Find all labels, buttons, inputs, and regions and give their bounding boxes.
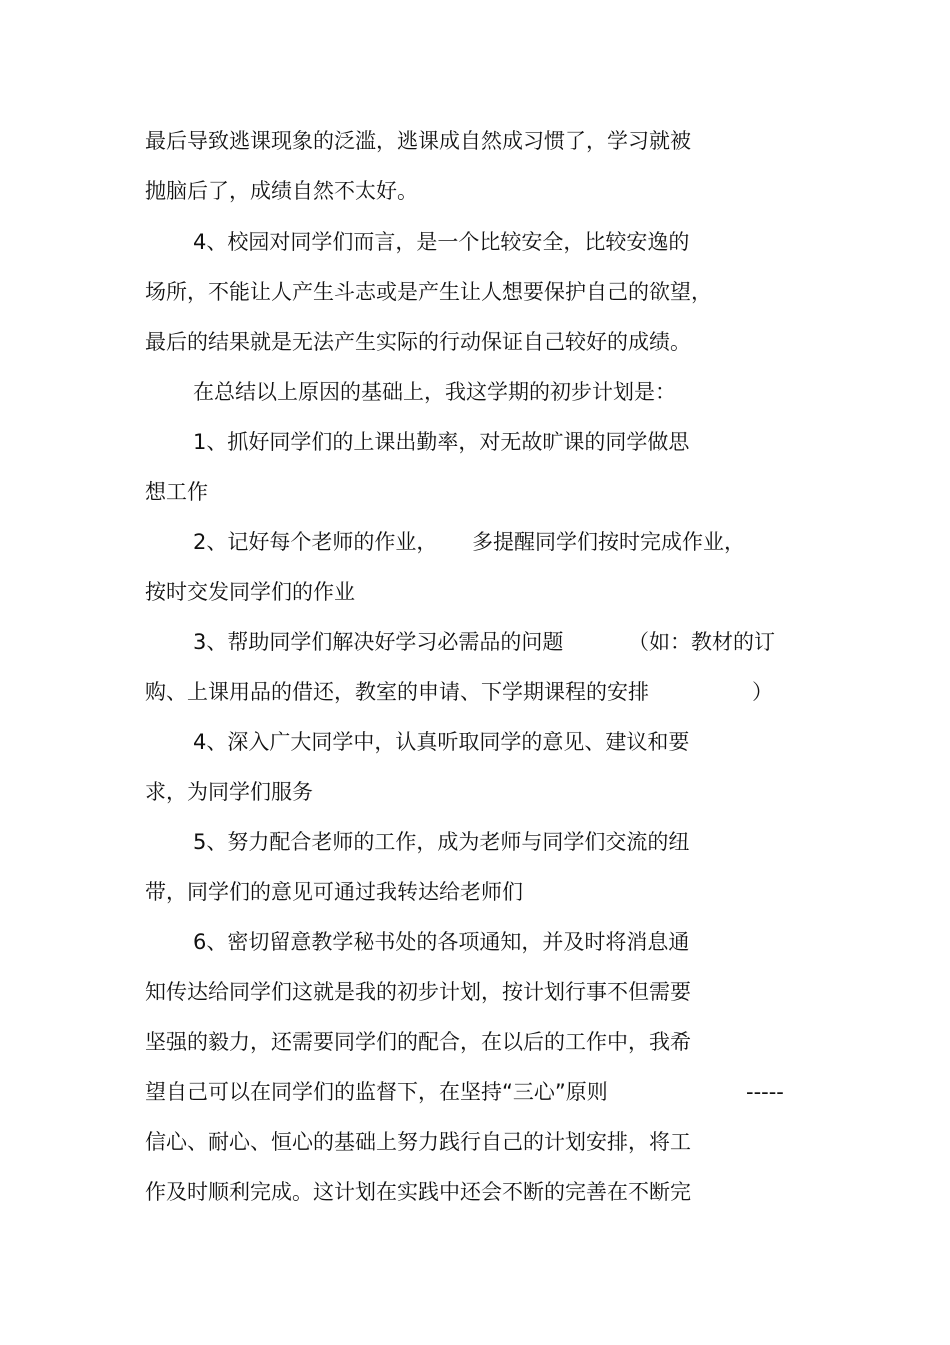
- text-line-segment: （如：教材的订: [628, 630, 775, 654]
- text-line: 1、抓好同学们的上课出勤率，对无故旷课的同学做思: [193, 430, 690, 454]
- text-line: 3、帮助同学们解决好学习必需品的问题: [193, 630, 564, 654]
- text-line: 求，为同学们服务: [145, 780, 313, 804]
- text-line: 望自己可以在同学们的监督下，在坚持“三心”原则: [145, 1080, 608, 1104]
- text-line: 坚强的毅力，还需要同学们的配合，在以后的工作中，我希: [145, 1030, 691, 1054]
- text-line-segment: 多提醒同学们按时完成作业，: [472, 530, 745, 554]
- text-line: 抛脑后了，成绩自然不太好。: [145, 179, 418, 203]
- text-line: 场所，不能让人产生斗志或是产生让人想要保护自己的欲望，: [145, 280, 712, 304]
- text-line: 购、上课用品的借还，教室的申请、下学期课程的安排: [145, 680, 649, 704]
- text-line: 2、记好每个老师的作业，: [193, 530, 438, 554]
- text-line: 想工作: [145, 480, 208, 504]
- text-line: 4、校园对同学们而言，是一个比较安全，比较安逸的: [193, 230, 690, 254]
- text-line: 知传达给同学们这就是我的初步计划，按计划行事不但需要: [145, 980, 691, 1004]
- text-line: 在总结以上原因的基础上，我这学期的初步计划是：: [193, 380, 676, 404]
- text-line: 信心、耐心、恒心的基础上努力践行自己的计划安排，将工: [145, 1130, 691, 1154]
- text-line: 作及时顺利完成。这计划在实践中还会不断的完善在不断完: [145, 1180, 691, 1204]
- text-line: 5、努力配合老师的工作，成为老师与同学们交流的纽: [193, 830, 690, 854]
- text-line: 6、密切留意教学秘书处的各项通知，并及时将消息通: [193, 930, 690, 954]
- text-line: 最后的结果就是无法产生实际的行动保证自己较好的成绩。: [145, 330, 691, 354]
- text-line-segment: ）: [752, 680, 773, 704]
- text-line-segment: -----: [746, 1080, 784, 1104]
- text-line: 带，同学们的意见可通过我转达给老师们: [145, 880, 523, 904]
- text-line: 按时交发同学们的作业: [145, 580, 355, 604]
- text-line: 4、深入广大同学中，认真听取同学的意见、建议和要: [193, 730, 690, 754]
- text-line: 最后导致逃课现象的泛滥，逃课成自然成习惯了，学习就被: [145, 129, 691, 153]
